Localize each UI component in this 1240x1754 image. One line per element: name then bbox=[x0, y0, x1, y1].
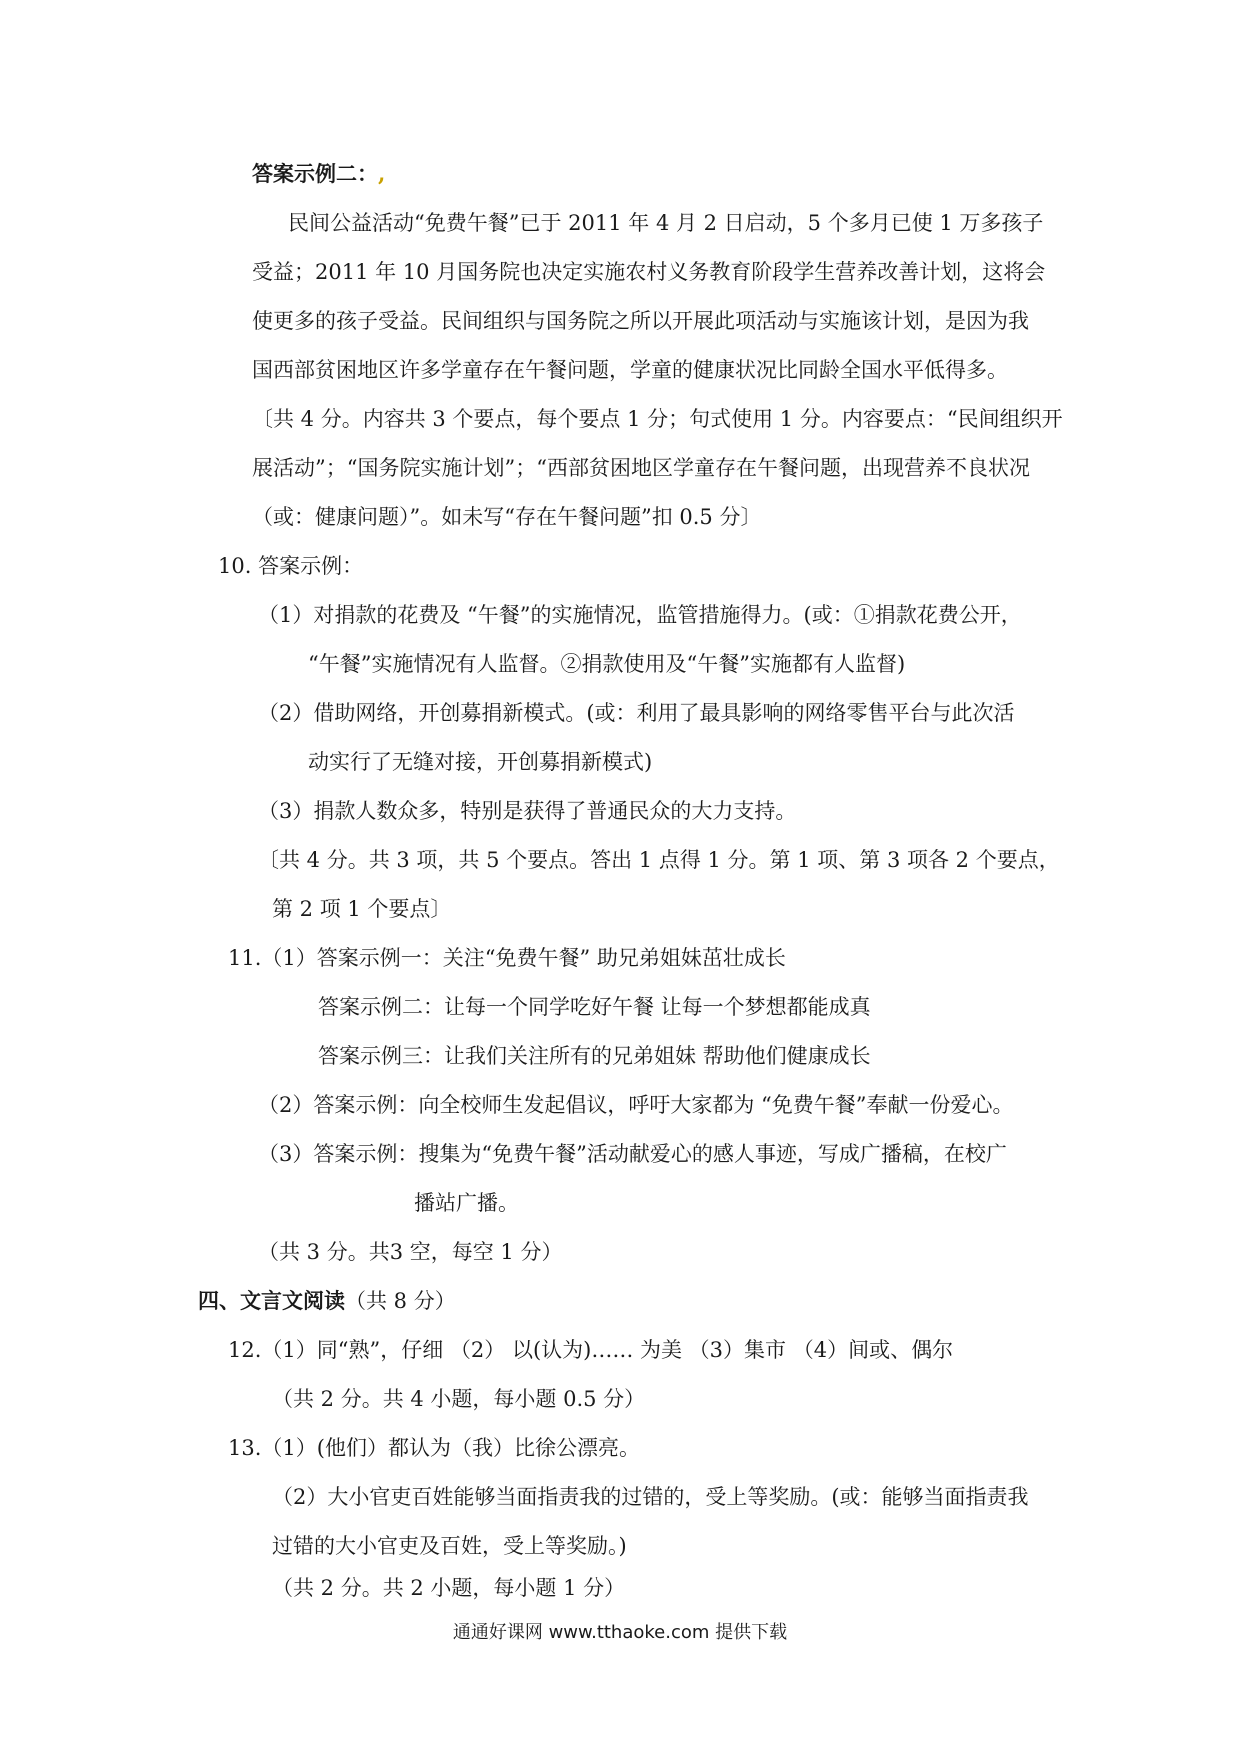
q13-line: 过错的大小官吏及百姓，受上等奖励。) bbox=[272, 1534, 627, 1558]
example2-scoring-note: （或：健康问题）”。如未写“存在午餐问题”扣 0.5 分〕 bbox=[252, 505, 762, 529]
example2-scoring-note: 〔共 4 分。内容共 3 个要点，每个要点 1 分；句式使用 1 分。内容要点：“民间组织开 bbox=[252, 407, 1063, 431]
q11-line: 11.（1）答案示例一：关注“免费午餐” 助兄弟姐妹茁壮成长 bbox=[228, 946, 786, 970]
page-footer: 通通好课网 www.tthaoke.com 提供下载 bbox=[452, 1622, 788, 1643]
q10-item: 动实行了无缝对接，开创募捐新模式) bbox=[308, 750, 653, 774]
q10-scoring-note: 第 2 项 1 个要点〕 bbox=[272, 897, 452, 921]
q10-item: （2）借助网络，开创募捐新模式。(或：利用了最具影响的网络零售平台与此次活 bbox=[258, 701, 1015, 725]
example2-heading: 答案示例二：, bbox=[252, 161, 386, 186]
q10-title: 10. 答案示例： bbox=[218, 554, 364, 578]
q12-scoring-note: （共 2 分。共 4 小题，每小题 0.5 分） bbox=[272, 1387, 646, 1411]
q11-line: （2）答案示例：向全校师生发起倡议，呼吁大家都为 “免费午餐”奉献一份爱心。 bbox=[258, 1093, 1014, 1117]
example2-scoring-note: 展活动”；“国务院实施计划”；“西部贫困地区学童存在午餐问题，出现营养不良状况 bbox=[252, 456, 1030, 480]
q13-line: （2）大小官吏百姓能够当面指责我的过错的，受上等奖励。(或：能够当面指责我 bbox=[272, 1485, 1029, 1509]
q13-line: 13.（1）(他们）都认为（我）比徐公漂亮。 bbox=[228, 1436, 640, 1460]
q10-item: “午餐”实施情况有人监督。②捐款使用及“午餐”实施都有人监督) bbox=[308, 652, 906, 676]
q13-scoring-note: （共 2 分。共 2 小题，每小题 1 分） bbox=[272, 1576, 626, 1600]
q12-answer: 12.（1）同“熟”，仔细 （2） 以(认为)…… 为美 （3）集市 （4）间或、偶尔 bbox=[228, 1338, 954, 1362]
q10-scoring-note: 〔共 4 分。共 3 项，共 5 个要点。答出 1 点得 1 分。第 1 项、第 3 项各 2 个要点， bbox=[258, 848, 1060, 872]
example2-paragraph-line: 使更多的孩子受益。民间组织与国务院之所以开展此项活动与实施该计划，是因为我 bbox=[252, 309, 1029, 333]
q11-line: 答案示例三：让我们关注所有的兄弟姐妹 帮助他们健康成长 bbox=[318, 1044, 871, 1068]
q11-line: 播站广播。 bbox=[414, 1191, 519, 1215]
q10-item: （1）对捐款的花费及 “午餐”的实施情况，监管措施得力。(或：①捐款花费公开， bbox=[258, 603, 1022, 627]
q11-line: （3）答案示例：搜集为“免费午餐”活动献爱心的感人事迹，写成广播稿，在校广 bbox=[258, 1142, 1007, 1166]
example2-paragraph-line: 民间公益活动“免费午餐”已于 2011 年 4 月 2 日启动，5 个多月已使 1 万多孩子 bbox=[288, 211, 1044, 235]
example2-paragraph-line: 国西部贫困地区许多学童存在午餐问题，学童的健康状况比同龄全国水平低得多。 bbox=[252, 358, 1008, 382]
section4-heading: 四、文言文阅读（共 8 分） bbox=[198, 1288, 456, 1313]
q10-item: （3）捐款人数众多，特别是获得了普通民众的大力支持。 bbox=[258, 799, 797, 823]
q11-scoring-note: （共 3 分。共3 空，每空 1 分） bbox=[258, 1240, 563, 1264]
example2-paragraph-line: 受益；2011 年 10 月国务院也决定实施农村义务教育阶段学生营养改善计划，这将会 bbox=[252, 260, 1046, 284]
q11-line: 答案示例二：让每一个同学吃好午餐 让每一个梦想都能成真 bbox=[318, 995, 871, 1019]
